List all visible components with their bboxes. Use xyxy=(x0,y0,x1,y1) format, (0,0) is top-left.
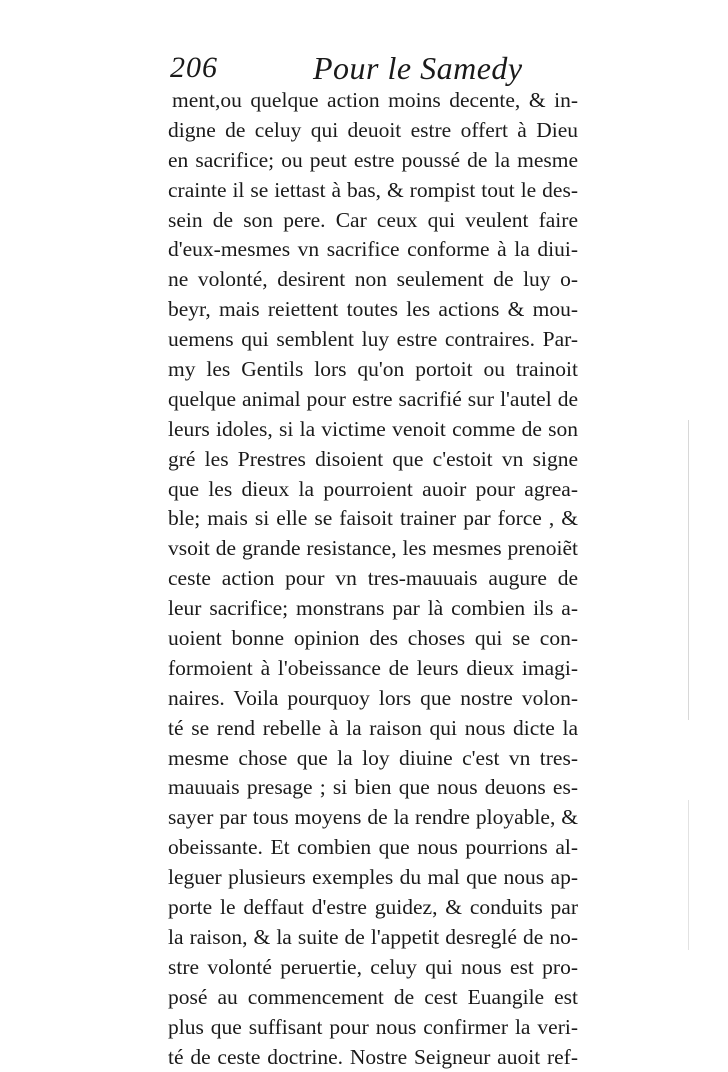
text-line: gré les Prestres disoient que c'estoit vn signe xyxy=(168,445,578,475)
text-line: mauuais presage ; si bien que nous deuons es- xyxy=(168,773,578,803)
text-line: sayer par tous moyens de la rendre ployable, & xyxy=(168,803,578,833)
running-head: Pour le Samedy xyxy=(313,48,523,88)
page-edge-shadow xyxy=(688,800,689,950)
text-line: leurs idoles, si la victime venoit comme de son xyxy=(168,415,578,445)
text-line: obeissante. Et combien que nous pourrions al- xyxy=(168,833,578,863)
text-line: que les dieux la pourroient auoir pour agrea- xyxy=(168,475,578,505)
text-line: leguer plusieurs exemples du mal que nous ap- xyxy=(168,863,578,893)
text-line: digne de celuy qui deuoit estre offert à Dieu xyxy=(168,116,578,146)
text-line: posé au commencement de cest Euangile est xyxy=(168,983,578,1013)
text-line: beyr, mais reiettent toutes les actions & mou- xyxy=(168,295,578,325)
text-line: uoient bonne opinion des choses qui se con- xyxy=(168,624,578,654)
text-line: té de ceste doctrine. Nostre Seigneur auoit ref- xyxy=(168,1043,578,1072)
text-line: d'eux-mesmes vn sacrifice conforme à la diui- xyxy=(168,235,578,265)
text-line: plus que suffisant pour nous confirmer la veri- xyxy=(168,1013,578,1043)
text-line: mesme chose que la loy diuine c'est vn tres- xyxy=(168,744,578,774)
text-line: leur sacrifice; monstrans par là combien ils a- xyxy=(168,594,578,624)
text-line: formoient à l'obeissance de leurs dieux imagi- xyxy=(168,654,578,684)
text-line: uemens qui semblent luy estre contraires. Par- xyxy=(168,325,578,355)
text-line: naires. Voila pourquoy lors que nostre volon- xyxy=(168,684,578,714)
text-line: ne volonté, desirent non seulement de luy o- xyxy=(168,265,578,295)
page-header xyxy=(170,48,590,88)
text-line: la raison, & la suite de l'appetit desreglé de no- xyxy=(168,923,578,953)
text-line: porte le deffaut d'estre guidez, & conduits par xyxy=(168,893,578,923)
text-line: ble; mais si elle se faisoit trainer par force , & xyxy=(168,504,578,534)
text-line: té se rend rebelle à la raison qui nous dicte la xyxy=(168,714,578,744)
text-line: quelque animal pour estre sacrifié sur l'autel de xyxy=(168,385,578,415)
text-line: sein de son pere. Car ceux qui veulent faire xyxy=(168,206,578,236)
page-number: 206 xyxy=(170,48,218,88)
page-edge-shadow xyxy=(688,420,689,720)
text-line: crainte il se iettast à bas, & rompist tout le des- xyxy=(168,176,578,206)
text-line: my les Gentils lors qu'on portoit ou trainoit xyxy=(168,355,578,385)
text-line: vsoit de grande resistance, les mesmes prenoiẽt xyxy=(168,534,578,564)
body-text xyxy=(168,86,578,1072)
text-line: ment,ou quelque action moins decente, & in- xyxy=(168,86,578,116)
text-line: stre volonté peruertie, celuy qui nous est pro- xyxy=(168,953,578,983)
text-line: en sacrifice; ou peut estre poussé de la mesme xyxy=(168,146,578,176)
text-line: ceste action pour vn tres-mauuais augure de xyxy=(168,564,578,594)
